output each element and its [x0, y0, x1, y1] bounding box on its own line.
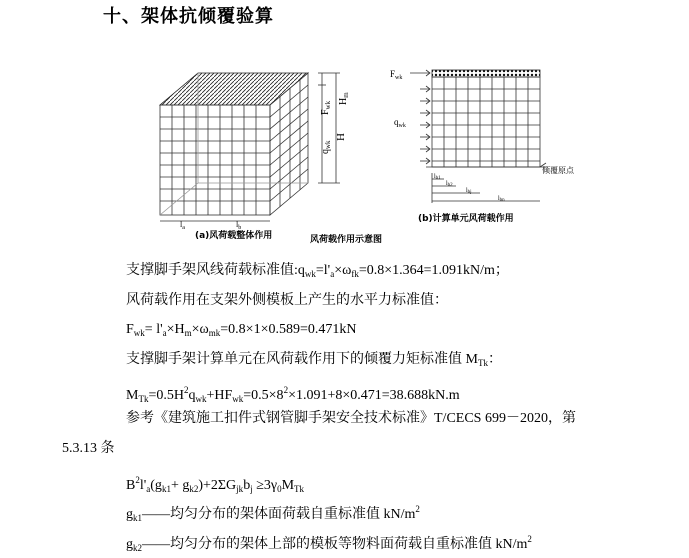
fwk-left-label: $F_{wk}$ — [320, 100, 332, 115]
stability-inequality-formula: $B^2l'_a(g_{k1}+ g_{k2})+2\Sigma G_{jk}b_j \ge 3\gamma_0M_{Tk}$ — [126, 475, 305, 494]
overturn-origin-label: 倾覆原点 — [542, 166, 574, 175]
section-heading: 十、架体抗倾覆验算 — [103, 6, 274, 27]
left-subcaption: (a)风荷载整体作用 — [195, 231, 273, 241]
qwk-right-label: $q_{wk}$ — [394, 117, 406, 129]
horizontal-force-formula: $F_{wk}= l'_a\times H_m\times\omega_{mk}=0.8\times 1\times 0.589=0.471kN$ — [126, 322, 357, 338]
lb2-label: lb2 — [446, 181, 453, 188]
gk1-definition-text: $g_{k1}——$均匀分布的架体面荷载自重标准值 $kN/m^2$ — [126, 504, 420, 523]
figure-caption: 风荷载作用示意图 — [310, 235, 383, 245]
overturning-moment-intro-text: 支撑脚手架计算单元在风荷载作用下的倾覆力矩标准值 $M_{Tk}$： — [126, 352, 502, 368]
la-label: $l_a$ — [180, 220, 185, 231]
gk2-definition-text: $g_{k2}——$均匀分布的架体上部的模板等物料面荷载自重标准值 $kN/m^2$ — [126, 534, 532, 553]
lbj-label: lbj — [466, 188, 472, 195]
wind-load-figure — [150, 45, 574, 255]
horizontal-force-intro-text: 风荷载作用在支架外侧模板上产生的水平力标准值： — [126, 293, 448, 308]
scaffold-3d-drawing — [160, 73, 340, 221]
h-label: H — [335, 133, 347, 141]
reference-standard-text: 参考《建筑施工扣件式钢管脚手架安全技术标准》T/CECS 699－2020，第 — [126, 411, 576, 426]
lb-label: $l_b$ — [236, 220, 242, 231]
right-subcaption: (b)计算单元风荷载作用 — [418, 214, 514, 224]
overturning-moment-formula: $M_{Tk}=0.5H^2q_{wk}+HF_{wk}=0.5\times 8^2\times 1.091+8\times 0.471=38.688kN.m$ — [126, 385, 460, 404]
hm-label: $H_m$ — [338, 92, 350, 105]
calc-unit-drawing — [410, 70, 548, 203]
lbn-label: lbn — [498, 196, 505, 203]
reference-clause-text: 5.3.13 条 — [62, 441, 115, 456]
wind-line-load-text: 支撑脚手架风线荷载标准值$:q_{wk}=l'_a\times\omega_{fk}=0.8\times 1.364=1.091kN/m$； — [126, 263, 509, 279]
fwk-right-label: $F_{wk}$ — [390, 69, 403, 81]
qwk-left-label: $q_{wk}$ — [320, 140, 332, 154]
lb1-label: lb1 — [434, 174, 441, 181]
